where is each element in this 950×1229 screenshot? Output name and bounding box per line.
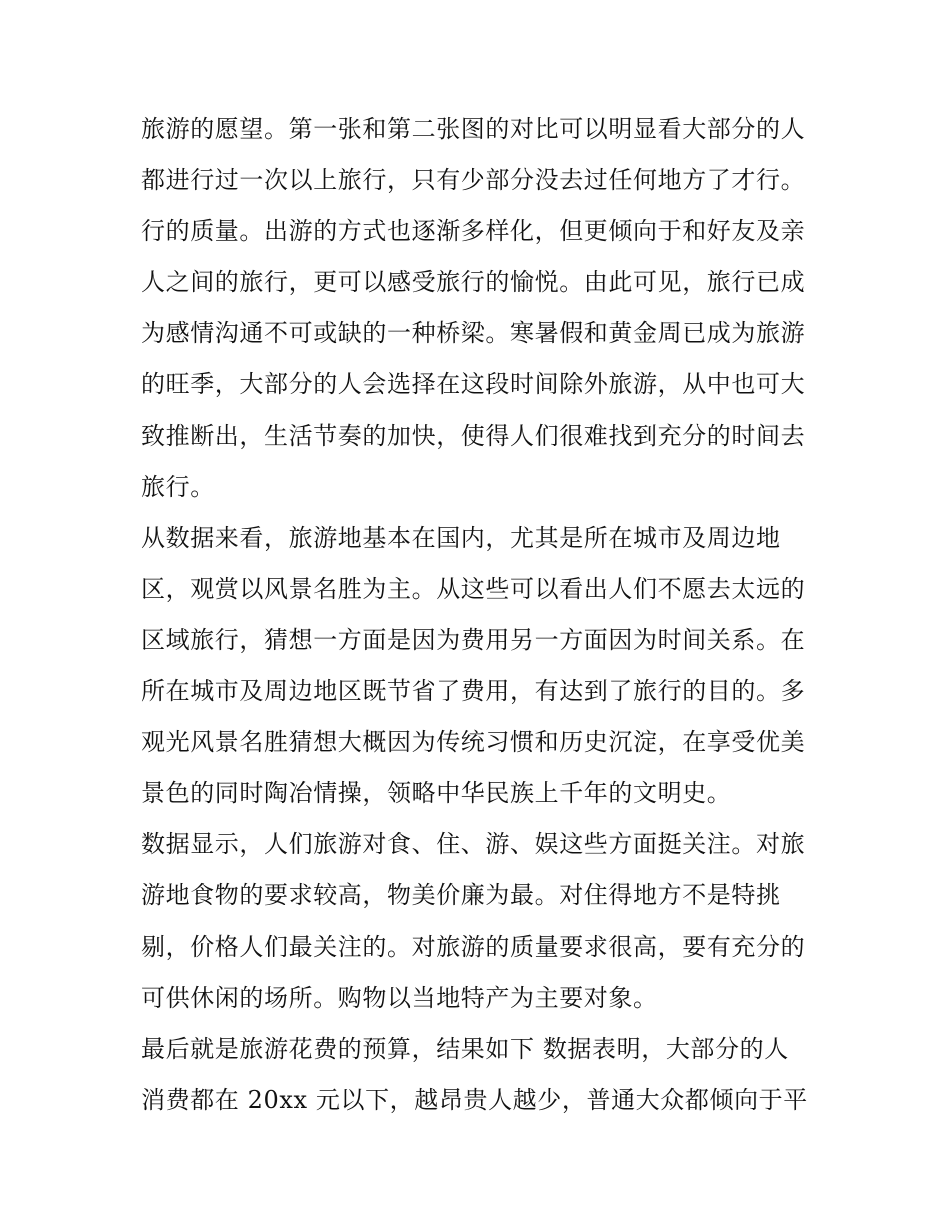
text-line: 最后就是旅游花费的预算，结果如下 数据表明，大部分的人 xyxy=(141,1034,789,1063)
text-line: 旅游的愿望。第一张和第二张图的对比可以明显看大部分的人 xyxy=(141,115,806,143)
text-line: 所在城市及周边地区既节省了费用，有达到了旅行的目的。多 xyxy=(141,677,806,706)
text-line: 都进行过一次以上旅行，只有少部分没去过任何地方了才行。 xyxy=(141,166,806,195)
text-line: 从数据来看，旅游地基本在国内，尤其是所在城市及周边地 xyxy=(141,523,781,552)
text-line: 致推断出，生活节奏的加快，使得人们很难找到充分的时间去 xyxy=(141,421,806,450)
text-line: 行的质量。出游的方式也逐渐多样化，但更倾向于和好友及亲 xyxy=(141,217,806,246)
text-line: 为感情沟通不可或缺的一种桥梁。寒暑假和黄金周已成为旅游 xyxy=(141,319,806,348)
text-line: 游地食物的要求较高，物美价廉为最。对住得地方不是特挑 xyxy=(141,881,781,910)
text-line: 数据显示，人们旅游对食、住、游、娱这些方面挺关注。对旅 xyxy=(141,830,806,859)
text-line: 人之间的旅行，更可以感受旅行的愉悦。由此可见，旅行已成 xyxy=(141,268,806,297)
text-line: 旅行。 xyxy=(141,472,215,501)
text-line: 的旺季，大部分的人会选择在这段时间除外旅游，从中也可大 xyxy=(141,370,806,399)
text-line: 观光风景名胜猜想大概因为传统习惯和历史沉淀，在享受优美 xyxy=(141,728,806,757)
document-body xyxy=(141,104,821,1126)
text-line: 区域旅行，猜想一方面是因为费用另一方面因为时间关系。在 xyxy=(141,625,806,654)
text-line: 可供休闲的场所。购物以当地特产为主要对象。 xyxy=(141,983,658,1012)
text-line: 剔，价格人们最关注的。对旅游的质量要求很高，要有充分的 xyxy=(141,932,806,961)
text-line: 景色的同时陶冶情操，领略中华民族上千年的文明史。 xyxy=(141,779,732,808)
text-line: 消费都在 20xx 元以下，越昂贵人越少，普通大众都倾向于平 xyxy=(141,1085,808,1114)
text-line: 区，观赏以风景名胜为主。从这些可以看出人们不愿去太远的 xyxy=(141,574,806,603)
